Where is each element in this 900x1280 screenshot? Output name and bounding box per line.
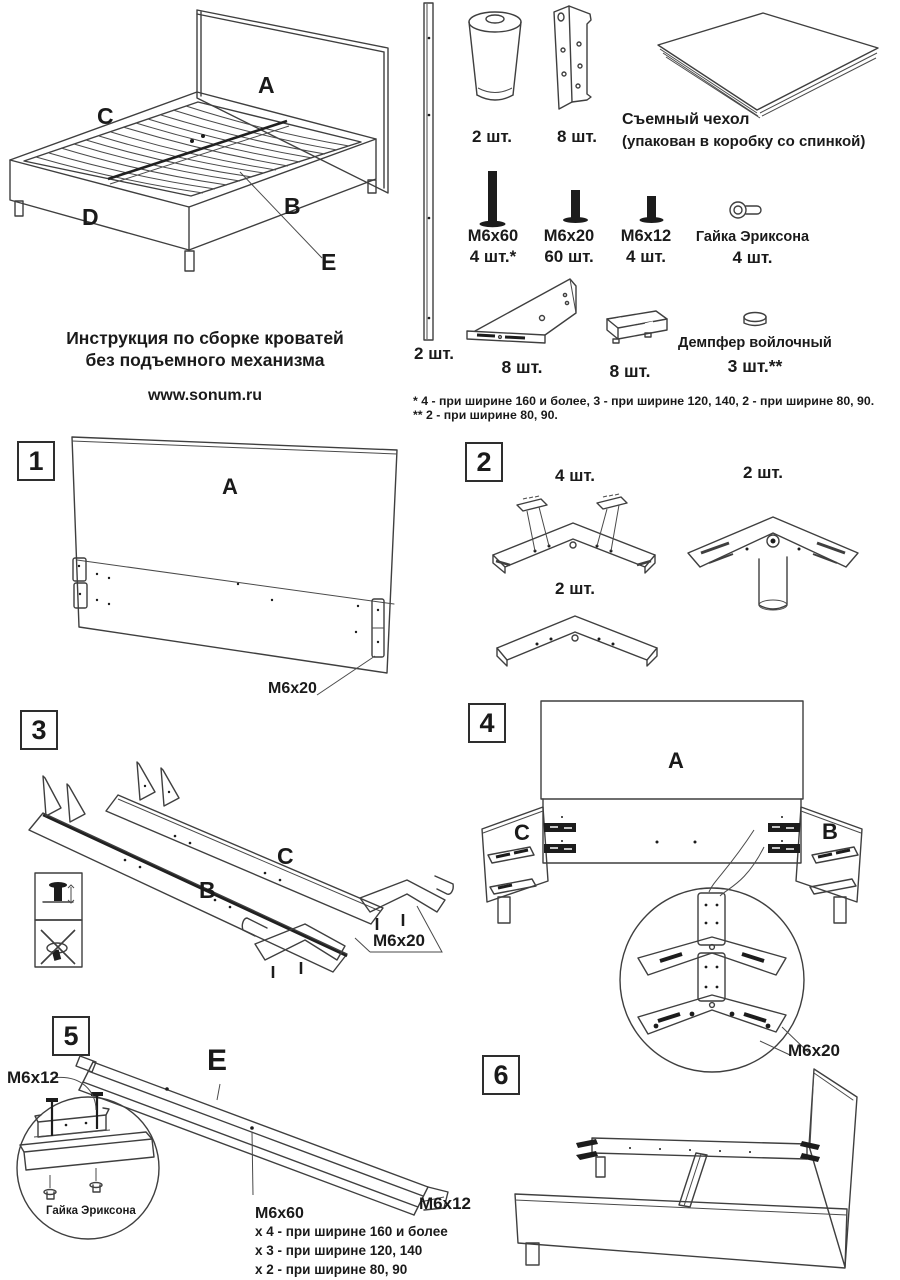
- doc-title-line1: Инструкция по сборке кроватей: [66, 328, 344, 348]
- angle-bracket-qty: 8 шт.: [557, 127, 597, 146]
- step1-brackets: [73, 558, 384, 657]
- step2-drawing: [485, 455, 885, 670]
- felt-damper-qty: 3 шт.**: [727, 356, 783, 376]
- step6-back-rail: [576, 1138, 820, 1177]
- step4-label-b: B: [822, 819, 838, 844]
- m6x60-qty: 4 шт.*: [469, 247, 517, 266]
- step3-label-c: C: [277, 843, 294, 869]
- step5-number: 5: [52, 1016, 90, 1056]
- step1-label-a: A: [222, 474, 238, 499]
- step1-drawing: [60, 432, 405, 704]
- step5-bolt-note2: x 3 - при ширине 120, 140: [255, 1243, 423, 1258]
- step2-qty-holders: 4 шт.: [555, 466, 595, 485]
- slat-holder-qty: 8 шт.: [609, 361, 651, 381]
- erikson-nut-qty: 4 шт.: [732, 248, 773, 267]
- footnote-2: ** 2 - при ширине 80, 90.: [413, 408, 558, 422]
- step3-fastener-label: M6x20: [373, 931, 425, 950]
- step2-qty-leg-plates: 2 шт.: [743, 463, 783, 482]
- step2-plate-with-holders: [493, 494, 655, 573]
- corner-plate-qty: 8 шт.: [501, 357, 543, 377]
- leg-part-drawing: [460, 2, 530, 117]
- step5-beam-e: [76, 1056, 448, 1215]
- overview-label-e: E: [321, 249, 337, 275]
- step3-label-b: B: [199, 877, 216, 903]
- footnote-1: * 4 - при ширине 160 и более, 3 - при ширине 120, 140, 2 - при ширине 80, 90.: [413, 394, 875, 408]
- step5-bolt-note3: x 2 - при ширине 80, 90: [255, 1262, 408, 1277]
- headboard-shape: [197, 10, 388, 193]
- angle-bracket-part-drawing: [545, 2, 605, 117]
- step6-headboard: [809, 1069, 857, 1267]
- step2-qty-plates: 2 шт.: [555, 579, 595, 598]
- m6x12-bolt-icon: [640, 196, 664, 223]
- step1-fastener-leader: [317, 656, 375, 695]
- step5-bolt-note1: x 4 - при ширине 160 и более: [255, 1224, 448, 1239]
- side-bar-qty: 2 шт.: [414, 344, 454, 363]
- side-bar-part-drawing: [418, 0, 444, 345]
- step6-number: 6: [482, 1055, 520, 1095]
- step2-plain-plate: [497, 616, 657, 666]
- leg-qty: 2 шт.: [472, 127, 512, 146]
- erikson-nut-icon: [730, 202, 761, 218]
- m6x60-bolt-icon: [480, 171, 506, 227]
- cover-part-drawing: [650, 8, 885, 120]
- overview-label-c: C: [97, 103, 114, 129]
- step5-bolt-label: M6x60: [255, 1205, 304, 1222]
- step5-label-e: E: [207, 1044, 228, 1077]
- slat-holder-icon: [607, 311, 667, 343]
- step4-detail-circle: [620, 888, 804, 1072]
- doc-title-line2: без подъемного механизма: [85, 350, 325, 370]
- step3-drawing: [15, 748, 460, 990]
- bed-overview-drawing: [0, 0, 430, 310]
- step4-headboard: [541, 701, 803, 863]
- step4-rail-b: [768, 807, 862, 923]
- label-e-leader: [240, 172, 322, 258]
- step6-drawing: [510, 1060, 900, 1280]
- step2-plate-with-leg: [688, 517, 858, 610]
- step5-fastener-right-label: M6x12: [419, 1194, 471, 1213]
- m6x20-bolt-icon: [563, 190, 588, 223]
- step6-center-beam: [679, 1153, 707, 1207]
- m6x12-qty: 4 шт.: [626, 247, 666, 266]
- overview-label-b: B: [284, 193, 301, 219]
- screw-depth-hint-icons: [35, 873, 82, 967]
- step5-leaders: [52, 1077, 444, 1202]
- step2-number: 2: [465, 442, 503, 482]
- bolts-row-drawing: [455, 165, 885, 230]
- step4-fastener-label: M6x20: [788, 1041, 840, 1060]
- felt-damper-icon: [744, 313, 766, 326]
- step1-headboard-panel: [72, 437, 397, 673]
- cover-title: Съемный чехол: [622, 111, 750, 128]
- website-url: www.sonum.ru: [147, 387, 263, 404]
- m6x20-qty: 60 шт.: [544, 247, 594, 266]
- step4-label-c: C: [514, 820, 530, 845]
- erikson-nut-label: Гайка Эриксона: [695, 229, 810, 245]
- step5-nut-label: Гайка Эриксона: [46, 1205, 136, 1217]
- cover-note: (упакован в коробку со спинкой): [622, 133, 866, 150]
- felt-damper-label: Демпфер войлочный: [678, 335, 832, 351]
- step1-screw-holes: [96, 573, 359, 633]
- frame-shape: [10, 92, 376, 271]
- step1-fastener-label: M6x20: [268, 680, 317, 697]
- step4-number: 4: [468, 703, 506, 743]
- m6x60-label: M6x60: [467, 227, 519, 245]
- step5-fastener-left-label: M6x12: [7, 1068, 59, 1087]
- step4-leaders: [709, 830, 808, 1055]
- overview-label-d: D: [82, 204, 99, 230]
- corner-plate-icon: [467, 279, 576, 343]
- overview-label-a: A: [258, 72, 275, 98]
- m6x20-label: M6x20: [543, 227, 595, 245]
- step3-number: 3: [20, 710, 58, 750]
- step1-number: 1: [17, 441, 55, 481]
- m6x12-label: M6x12: [620, 227, 672, 245]
- step4-label-a: A: [668, 748, 684, 773]
